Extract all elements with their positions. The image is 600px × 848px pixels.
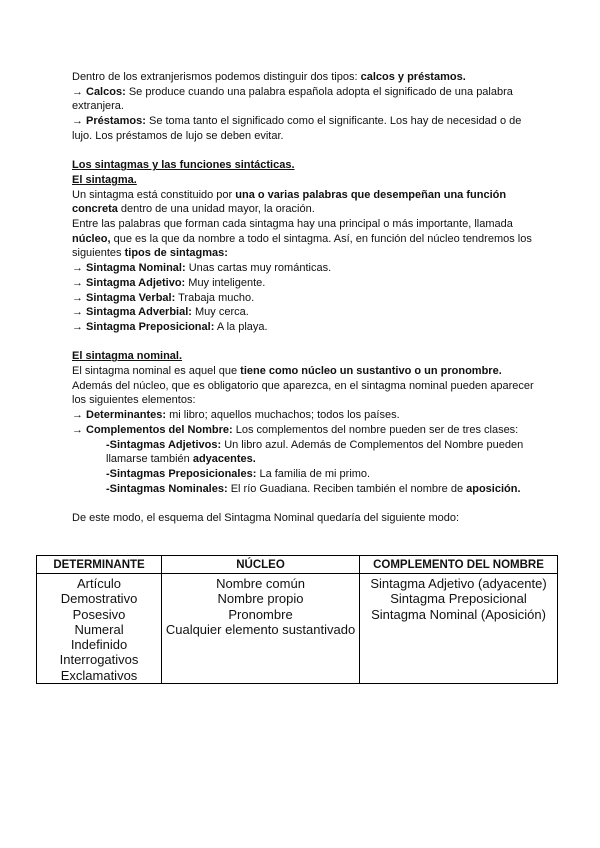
nominal-elements-intro: Además del núcleo, que es obligatorio que aparezca, en el sintagma nominal pueden aparecer los siguientes elementos: <box>72 379 534 407</box>
closing-paragraph: De este modo, el esquema del Sintagma Nominal quedaría del siguiente modo: <box>72 512 460 525</box>
comp-text: Los complementos del nombre pueden ser de tres clases: <box>235 423 519 436</box>
table-cell-line: Demostrativo <box>60 591 138 607</box>
type-label: Sintagma Adjetivo: <box>86 276 186 289</box>
header-determinante: DETERMINANTE <box>37 556 162 574</box>
arrow-icon: → <box>72 320 83 333</box>
table-cell-line: Posesivo <box>72 606 126 622</box>
adj-label: -Sintagmas Adjetivos: <box>106 438 222 451</box>
nucleo-cell <box>162 574 360 684</box>
nom-text: El río Guadiana. Reciben también el nombre de <box>230 482 464 495</box>
table-cell-line: Sintagma Preposicional <box>390 591 527 607</box>
type-label: Sintagma Nominal: <box>86 262 186 275</box>
prestamos-label: Préstamos: <box>86 115 146 128</box>
table-cell-line: Sintagma Nominal (Aposición) <box>371 606 546 622</box>
arrow-icon: → <box>72 85 83 98</box>
type-example: Trabaja mucho. <box>178 291 255 304</box>
section-heading-sintagmas: Los sintagmas y las funciones sintácticas. <box>72 159 295 172</box>
nominales-subitem <box>72 482 542 497</box>
adj-text: Un libro azul. Además de Complementos del Nombre pueden llamarse también <box>106 438 524 466</box>
table-cell-line: Exclamativos <box>60 667 138 683</box>
complementos-item <box>72 423 542 438</box>
type-example: Unas cartas muy románticas. <box>188 262 332 275</box>
list-item <box>72 305 542 320</box>
text: Entre las palabras que forman cada sintagma hay una principal o más importante, llamada <box>72 218 513 231</box>
intro-bold: calcos y préstamos. <box>360 71 466 83</box>
section-heading-nominal: El sintagma nominal. <box>72 350 183 363</box>
text-bold: núcleo, <box>72 232 111 245</box>
table-cell-line: Indefinido <box>70 637 128 653</box>
list-item <box>72 261 542 276</box>
calcos-label: Calcos: <box>86 85 126 98</box>
type-label: Sintagma Preposicional: <box>86 320 215 333</box>
table-cell-line: Cualquier elemento sustantivado <box>165 621 356 637</box>
type-example: Muy inteligente. <box>188 276 266 289</box>
arrow-icon: → <box>72 409 83 422</box>
table-cell-line: Nombre propio <box>217 591 304 607</box>
text: que es la que da nombre a todo el sintagma. Así, en función del núcleo tendremos los siguientes <box>72 232 532 260</box>
list-item <box>72 291 542 306</box>
list-item <box>72 276 542 291</box>
table-cell-line: Sintagma Adjetivo (adyacente) <box>370 576 547 591</box>
intro-text: Dentro de los extranjerismos podemos distinguir dos tipos: <box>72 71 358 83</box>
prep-label: -Sintagmas Preposicionales: <box>106 467 257 480</box>
nucleo-paragraph <box>72 217 542 261</box>
arrow-icon: → <box>72 291 83 304</box>
calcos-text: Se produce cuando una palabra española adopta el significado de una palabra extranjera. <box>72 85 513 113</box>
type-label: Sintagma Verbal: <box>86 291 176 304</box>
arrow-icon: → <box>72 262 83 275</box>
text: El sintagma nominal es aquel que <box>72 365 238 378</box>
list-item <box>72 320 542 335</box>
arrow-icon: → <box>72 276 83 289</box>
table-cell-line: Pronombre <box>228 606 293 622</box>
document-body <box>72 70 542 526</box>
text: dentro de una unidad mayor, la oración. <box>120 203 315 216</box>
sintagma-definition <box>72 188 542 217</box>
nom-bold: aposición. <box>466 482 521 495</box>
det-label: Determinantes: <box>86 409 167 422</box>
prep-text: La familia de mi primo. <box>259 467 371 480</box>
comp-label: Complementos del Nombre: <box>86 423 233 436</box>
sintagma-nominal-table <box>36 555 558 684</box>
table-cell-line: Nombre común <box>216 576 305 591</box>
nominal-definition <box>72 364 542 379</box>
calcos-item <box>72 85 542 114</box>
type-example: Muy cerca. <box>195 306 249 319</box>
text-bold: tiene como núcleo un sustantivo o un pronombre. <box>240 365 502 378</box>
adjetivos-subitem <box>72 438 542 467</box>
prestamos-text: Se toma tanto el significado como el significante. Los hay de necesidad o de lujo. Los préstamos de lujo se deben evitar. <box>72 115 522 142</box>
det-text: mi libro; aquellos muchachos; todos los países. <box>169 409 400 422</box>
text-bold: una o varias palabras que desempeñan una función concreta <box>72 188 507 216</box>
preposicionales-subitem <box>72 467 542 482</box>
arrow-icon: → <box>72 423 83 436</box>
type-example: A la playa. <box>216 320 268 333</box>
determinante-cell <box>37 574 162 684</box>
header-nucleo: NÚCLEO <box>162 556 360 574</box>
arrow-icon: → <box>72 306 83 319</box>
header-complemento: COMPLEMENTO DEL NOMBRE <box>360 556 558 574</box>
text: Un sintagma está constituido por <box>72 188 233 201</box>
complemento-cell <box>360 574 558 684</box>
table-header-row <box>37 556 558 574</box>
intro-paragraph <box>72 70 542 85</box>
nom-label: -Sintagmas Nominales: <box>106 482 228 495</box>
determinantes-item <box>72 408 542 423</box>
table-cell-line: Numeral <box>74 621 124 637</box>
type-label: Sintagma Adverbial: <box>86 306 192 319</box>
prestamos-item <box>72 114 542 143</box>
text-bold: tipos de sintagmas: <box>124 247 228 260</box>
table-cell-line: Interrogativos <box>59 652 139 668</box>
subheading-sintagma: El sintagma. <box>72 173 137 186</box>
table-cell-line: Artículo <box>76 576 122 591</box>
table-row <box>37 574 558 684</box>
adj-bold: adyacentes. <box>192 453 256 466</box>
arrow-icon: → <box>72 115 83 128</box>
